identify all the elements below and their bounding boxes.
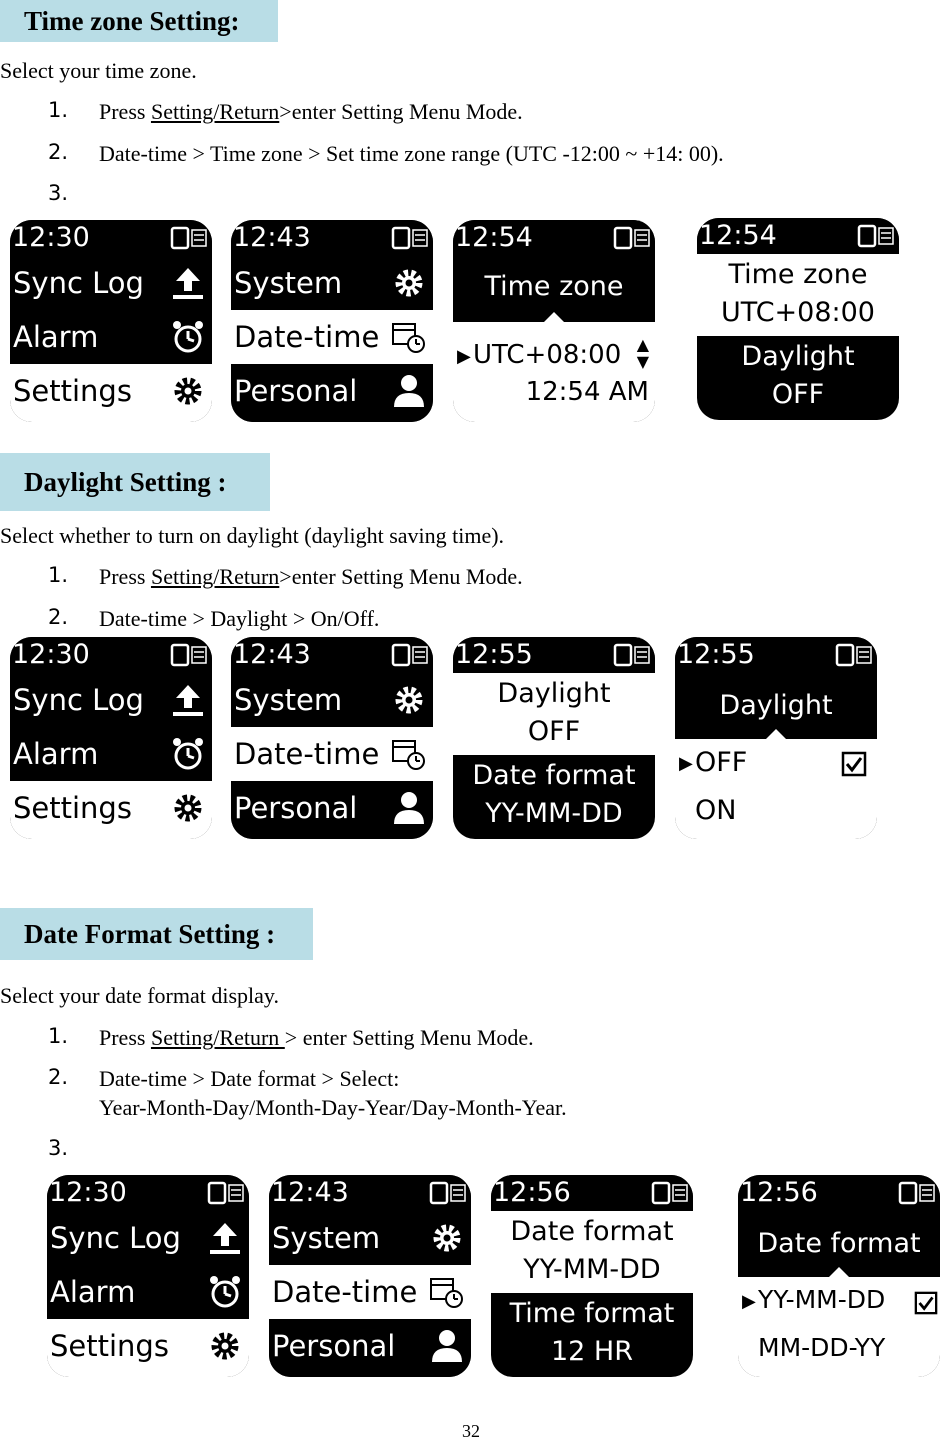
watch-main-menu [10,637,212,839]
daylight-section-title: Daylight Setting : [0,453,270,511]
upload-icon [170,682,206,718]
status-bar: 12:30 [10,637,212,673]
status-bar: 12:55 [675,637,877,673]
pointer-notch [829,1267,849,1277]
step-text: Date-time > Time zone > Set time zone range (UTC -12:00 ~ +14: 00). [99,141,724,166]
watch-date-format-list [491,1175,693,1377]
step-text: Press Setting/Return>enter Setting Menu Mode. [99,564,523,589]
pointer-notch [544,312,564,322]
menu-item-alarm[interactable]: Alarm [47,1265,249,1319]
battery-icon [170,643,208,667]
step-number: 2. [48,140,69,164]
menu-item-personal[interactable]: Personal [231,781,433,839]
checkbox-checked-icon[interactable] [914,1291,938,1315]
current-time: 12:54 AM [525,377,649,407]
battery-icon [429,1181,467,1205]
status-bar: 12:56 [491,1175,693,1211]
battery-icon [651,1181,689,1205]
setting-return-link[interactable]: Setting/Return [150,1025,285,1050]
menu-item-sync-log[interactable]: Sync Log [10,673,212,727]
upload-icon [207,1220,243,1256]
battery-icon [613,226,651,250]
menu-item-personal[interactable]: Personal [231,364,433,422]
page-number: 32 [462,1421,480,1441]
battery-icon [835,643,873,667]
watch-main-menu [47,1175,249,1377]
picker-title: Daylight [719,690,833,721]
status-bar: 12:30 [10,220,212,256]
step-text: Date-time > Daylight > On/Off. [99,606,380,631]
menu-item-alarm[interactable]: Alarm [10,727,212,781]
list-item-date-format[interactable]: Date format YY-MM-DD [472,760,636,829]
person-icon [391,790,427,826]
picker-title: Date format [757,1228,921,1259]
option-on[interactable]: ON [695,795,737,826]
list-item-date-format[interactable]: Date format YY-MM-DD [491,1211,693,1293]
menu-item-sync-log[interactable]: Sync Log [10,256,212,310]
alarm-clock-icon [207,1274,243,1310]
calendar-clock-icon [391,736,427,772]
menu-item-settings[interactable]: Settings [10,364,212,422]
picker-body [675,739,877,839]
option-off[interactable]: OFF [695,747,748,778]
up-down-arrows-icon[interactable]: ▲ ▼ [636,335,649,371]
watch-timezone-list [697,218,899,420]
watch-daylight-list [453,637,655,839]
gear-icon [391,265,427,301]
selection-arrow-icon: ▶ [679,753,693,774]
timezone-title-text: Time zone Setting: [24,5,240,36]
battery-icon [207,1181,245,1205]
menu-item-date-time[interactable]: Date-time [269,1265,471,1319]
watch-main-menu [10,220,212,422]
dateformat-intro: Select your date format display. [0,983,279,1008]
picker-title: Time zone [484,271,624,302]
picker-body [738,1277,940,1377]
person-icon [429,1328,465,1364]
list-item-timezone[interactable]: Time zone UTC+08:00 [697,254,899,336]
timezone-value[interactable]: UTC+08:00 [473,340,622,370]
watch-settings-menu [231,637,433,839]
battery-icon [391,643,429,667]
step-text-continued: Year-Month-Day/Month-Day-Year/Day-Month-Year. [99,1095,567,1120]
watch-timezone-picker [453,220,655,422]
step-number: 1. [48,98,69,122]
picker-body [453,322,655,422]
battery-icon [613,643,651,667]
watch-date-format-picker [738,1175,940,1377]
menu-item-alarm[interactable]: Alarm [10,310,212,364]
person-icon [391,373,427,409]
alarm-clock-icon [170,319,206,355]
battery-icon [391,226,429,250]
battery-icon [170,226,208,250]
gear-icon [170,373,206,409]
menu-item-system[interactable]: System [231,673,433,727]
status-bar: 12:43 [231,637,433,673]
step-number: 1. [48,563,69,587]
status-bar: 12:55 [453,637,655,673]
step-number: 1. [48,1024,69,1048]
dateformat-section-title: Date Format Setting : [0,908,313,960]
status-bar: 12:30 [47,1175,249,1211]
list-item-daylight[interactable]: Daylight OFF [453,673,655,755]
battery-icon [857,224,895,248]
list-item-daylight[interactable]: Daylight OFF [741,341,855,410]
step-text: Press Setting/Return>enter Setting Menu Mode. [99,99,523,124]
setting-return-link[interactable]: Setting/Return [150,564,280,589]
selection-arrow-icon: ▶ [742,1291,756,1312]
status-bar: 12:43 [269,1175,471,1211]
timezone-intro: Select your time zone. [0,58,197,83]
status-bar: 12:43 [231,220,433,256]
step-text: Date-time > Date format > Select: [99,1066,400,1091]
menu-item-sync-log[interactable]: Sync Log [47,1211,249,1265]
calendar-clock-icon [429,1274,465,1310]
menu-item-settings[interactable]: Settings [47,1319,249,1377]
option-yy-mm-dd[interactable]: YY-MM-DD [758,1285,886,1314]
menu-item-personal[interactable]: Personal [269,1319,471,1377]
gear-icon [170,790,206,826]
list-item-time-format[interactable]: Time format 12 HR [509,1298,675,1367]
watch-settings-menu [231,220,433,422]
watch-settings-menu [269,1175,471,1377]
gear-icon [429,1220,465,1256]
menu-item-date-time[interactable]: Date-time [231,310,433,364]
timezone-section-title [0,0,278,42]
status-bar: 12:54 [453,220,655,256]
upload-icon [170,265,206,301]
calendar-clock-icon [391,319,427,355]
step-text: Press Setting/Return > enter Setting Menu Mode. [99,1025,534,1050]
status-bar: 12:56 [738,1175,940,1211]
watch-daylight-picker [675,637,877,839]
menu-item-system[interactable]: System [231,256,433,310]
step-number: 3. [48,181,69,205]
battery-icon [898,1181,936,1205]
menu-item-system[interactable]: System [269,1211,471,1265]
daylight-intro: Select whether to turn on daylight (daylight saving time). [0,523,505,548]
alarm-clock-icon [170,736,206,772]
menu-item-date-time[interactable]: Date-time [231,727,433,781]
selection-arrow-icon: ▶ [457,346,471,367]
step-number: 2. [48,1065,69,1089]
gear-icon [207,1328,243,1364]
status-bar: 12:54 [697,218,899,254]
pointer-notch [766,729,786,739]
gear-icon [391,682,427,718]
step-number: 3. [48,1136,69,1160]
setting-return-link[interactable]: Setting/Return [150,99,280,124]
checkbox-checked-icon[interactable] [841,751,867,777]
option-mm-dd-yy[interactable]: MM-DD-YY [758,1333,886,1362]
step-number: 2. [48,605,69,629]
menu-item-settings[interactable]: Settings [10,781,212,839]
